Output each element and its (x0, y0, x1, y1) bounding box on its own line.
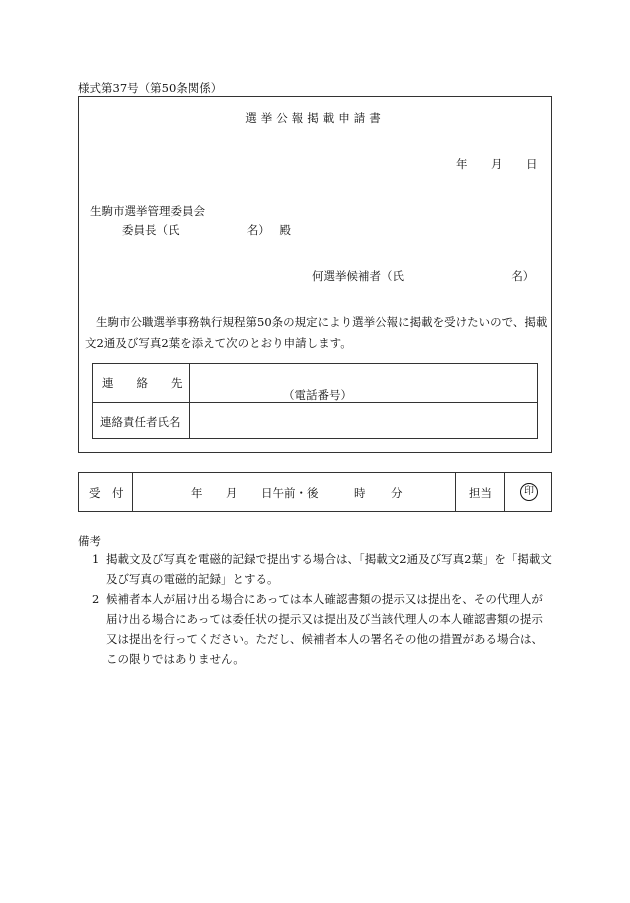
receipt-year: 年 (191, 486, 203, 500)
chair-honorific: 殿 (279, 223, 291, 237)
receipt-minute: 分 (391, 486, 403, 500)
receipt-month: 月 (226, 486, 238, 500)
note-number: 1 (92, 552, 100, 566)
receipt-hour: 時 (354, 486, 366, 500)
receipt-divider (455, 473, 456, 511)
contact-person-label: 連絡責任者氏名 (100, 415, 181, 429)
note-item (92, 589, 552, 669)
date-day: 日 (526, 157, 538, 171)
contact-person-field[interactable] (190, 404, 537, 438)
contact-table (92, 363, 538, 439)
receipt-divider (504, 473, 505, 511)
receipt-divider (132, 473, 133, 511)
note-item (92, 549, 552, 589)
application-form-box (78, 96, 552, 453)
chair-suffix: 名） (246, 223, 270, 237)
candidate-line (312, 268, 534, 284)
application-body-text: 生駒市公職選挙事務執行規程第50条の規定により選挙公報に掲載を受けたいので、掲載文2通及び写真2葉を添えて次のとおり申請します。 (85, 315, 548, 350)
receipt-staff: 担当 (469, 486, 492, 500)
contact-field[interactable] (190, 365, 537, 401)
note-number: 2 (92, 592, 100, 606)
form-title: 選挙公報掲載申請書 (245, 111, 385, 125)
date-year: 年 (456, 157, 468, 171)
notes-heading: 備考 (78, 534, 101, 548)
note-text: 掲載文及び写真を電磁的記録で提出する場合は、「掲載文2通及び写真2葉」を「掲載文及び写真の電磁的記録」とする。 (106, 552, 552, 586)
addressee: 生駒市選挙管理委員会 (90, 204, 205, 218)
receipt-box (78, 472, 552, 512)
seal-icon: 印 (520, 483, 538, 501)
note-text: 候補者本人が届け出る場合にあっては本人確認書類の提示又は提出を、その代理人が届け出る場合にあっては委任状の提示又は提出及び当該代理人の本人確認書類の提示又は提出を行ってください。ただし、候補者本人の署名その他の措置がある場合は、この限りではありません。 (106, 592, 543, 666)
receipt-day-ampm: 日午前・後 (261, 486, 319, 500)
contact-label: 連 絡 先 (102, 376, 183, 390)
receipt-label: 受 付 (89, 486, 124, 500)
phone-label: （電話番号） (283, 388, 352, 402)
date-month: 月 (491, 157, 503, 171)
form-number-label: 様式第37号（第50条関係） (78, 81, 223, 95)
chair-prefix: 委員長（氏 (122, 223, 180, 237)
candidate-suffix: 名） (511, 269, 535, 283)
chair-line (122, 222, 291, 238)
candidate-prefix: 何選挙候補者（氏 (312, 269, 404, 283)
